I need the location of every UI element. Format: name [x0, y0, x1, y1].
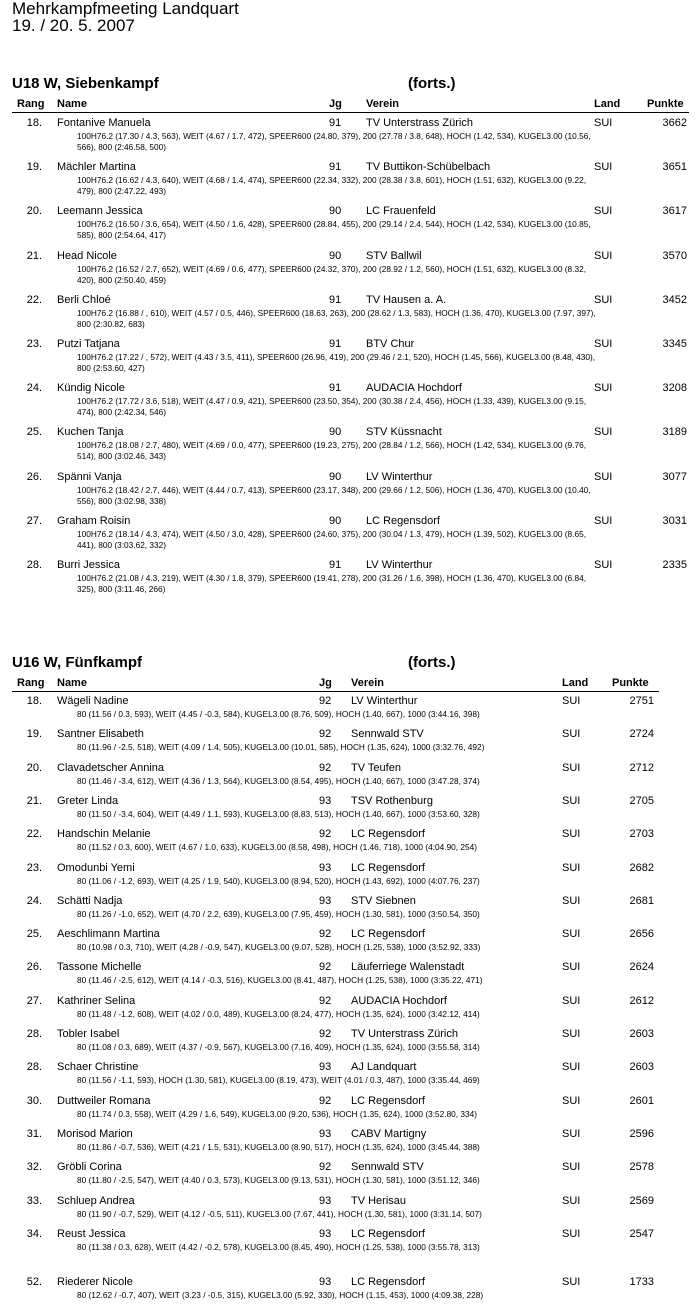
page-dates: 19. / 20. 5. 2007 — [12, 16, 135, 35]
entry-country: SUI — [562, 762, 581, 774]
entry-club: TV Unterstrass Zürich — [351, 1028, 458, 1040]
page-title: Mehrkampfmeeting Landquart — [12, 0, 239, 18]
entry-detail: 100H76.2 (17.22 / , 572), WEIT (4.43 / 3.5, 411), SPEER600 (26.96, 419), 200 (29.46 / 2.1, 520), HOCH (1.45, 566), KUGEL3.00 (8.48, 430), 800 (2:53.60, 427) — [77, 352, 596, 373]
entry-detail: 100H76.2 (16.52 / 2.7, 652), WEIT (4.69 / 0.6, 477), SPEER600 (24.32, 370), 200 (28.92 / 1.2, 560), HOCH (1.51, 632), KUGEL3.00 (8.32, 420), 800 (2:50.40, 459) — [77, 264, 587, 285]
entry-name: Wägeli Nadine — [57, 695, 129, 707]
entry-points: 2703 — [629, 828, 654, 840]
entry-year: 91 — [329, 294, 342, 306]
entry-rank: 22. — [26, 294, 42, 306]
entry-detail: 100H76.2 (18.14 / 4.3, 474), WEIT (4.50 / 3.0, 428), SPEER600 (24.60, 375), 200 (30.04 / 1.3, 479), HOCH (1.39, 502), KUGEL3.00 (8.65, 441), 800 (3:03.62, 332) — [77, 529, 587, 550]
entry-name: Kündig Nicole — [57, 382, 125, 394]
entry-year: 90 — [329, 250, 342, 262]
entry-club: Läuferriege Walenstadt — [351, 961, 465, 973]
entry-points: 2724 — [629, 728, 654, 740]
entry-rank: 27. — [26, 515, 42, 527]
entry-year: 93 — [319, 1195, 332, 1207]
entry-points: 3662 — [662, 117, 687, 129]
entry-detail: 80 (11.90 / -0.7, 529), WEIT (4.12 / -0.5, 511), KUGEL3.00 (7.67, 441), HOCH (1.30, 581), 1000 (3:31.14, 507) — [77, 1209, 482, 1219]
entry-year: 91 — [329, 338, 342, 350]
entry-country: SUI — [562, 1161, 581, 1173]
column-header-verein: Verein — [366, 98, 400, 110]
entry-club: Sennwald STV — [351, 728, 424, 740]
entry-country: SUI — [594, 205, 613, 217]
entry-country: SUI — [562, 1228, 581, 1240]
entry-rank: 24. — [26, 382, 42, 394]
entry-country: SUI — [594, 250, 613, 262]
entry-country: SUI — [562, 728, 581, 740]
entry-rank: 32. — [26, 1161, 42, 1173]
entry-name: Reust Jessica — [57, 1228, 126, 1240]
entry-year: 91 — [329, 117, 342, 129]
entry-country: SUI — [562, 928, 581, 940]
entry-points: 1733 — [629, 1276, 654, 1288]
entry-club: LC Regensdorf — [366, 515, 440, 527]
entry-points: 2612 — [629, 995, 654, 1007]
entry-club: LC Regensdorf — [351, 828, 425, 840]
entry-rank: 19. — [26, 161, 42, 173]
entry-year: 92 — [319, 1161, 332, 1173]
entry-detail: 100H76.2 (18.42 / 2.7, 446), WEIT (4.44 / 0.7, 413), SPEER600 (23.17, 348), 200 (29.66 / 1.2, 506), HOCH (1.36, 470), KUGEL3.00 (10.40, 556), 800 (3:02.98, 338) — [77, 485, 591, 506]
entry-year: 91 — [329, 161, 342, 173]
entry-name: Schluep Andrea — [57, 1195, 135, 1207]
entry-points: 2603 — [629, 1028, 654, 1040]
entry-country: SUI — [594, 382, 613, 394]
entry-club: LC Regensdorf — [351, 1095, 425, 1107]
entry-rank: 33. — [26, 1195, 42, 1207]
entry-country: SUI — [562, 995, 581, 1007]
entry-country: SUI — [562, 1028, 581, 1040]
entry-rank: 23. — [26, 338, 42, 350]
entry-country: SUI — [594, 471, 613, 483]
header-rule — [12, 112, 689, 113]
entry-year: 93 — [319, 1061, 332, 1073]
entry-club: STV Küssnacht — [366, 426, 442, 438]
section-title: U18 W, Siebenkampf — [12, 75, 159, 92]
entry-rank: 26. — [26, 961, 42, 973]
entry-detail: 80 (11.86 / -0.7, 536), WEIT (4.21 / 1.5, 531), KUGEL3.00 (8.90, 517), HOCH (1.35, 624), 1000 (3:45.44, 388) — [77, 1142, 480, 1152]
entry-country: SUI — [562, 1061, 581, 1073]
entry-year: 92 — [319, 828, 332, 840]
entry-detail: 100H76.2 (16.88 / , 610), WEIT (4.57 / 0.5, 446), SPEER600 (18.63, 263), 200 (28.62 / 1.3, 583), HOCH (1.36, 470), KUGEL3.00 (7.97, 397), 800 (2:30.82, 683) — [77, 308, 596, 329]
entry-name: Kuchen Tanja — [57, 426, 124, 438]
entry-rank: 22. — [26, 828, 42, 840]
entry-rank: 28. — [26, 559, 42, 571]
entry-rank: 30. — [26, 1095, 42, 1107]
entry-detail: 80 (11.52 / 0.3, 600), WEIT (4.67 / 1.0, 633), KUGEL3.00 (8.58, 498), HOCH (1.46, 718), 1000 (4:04.90, 254) — [77, 842, 478, 852]
entry-rank: 25. — [26, 426, 42, 438]
entry-name: Morisod Marion — [57, 1128, 133, 1140]
entry-detail: 100H76.2 (17.30 / 4.3, 563), WEIT (4.67 / 1.7, 472), SPEER600 (24.80, 379), 200 (27.78 / 3.8, 648), HOCH (1.42, 534), KUGEL3.00 (10.56, 566), 800 (2:46.58, 500) — [77, 131, 591, 152]
entry-name: Schätti Nadja — [57, 895, 123, 907]
entry-detail: 80 (11.50 / -3.4, 604), WEIT (4.49 / 1.1, 593), KUGEL3.00 (8.83, 513), HOCH (1.40, 667), 1000 (3:53.60, 328) — [77, 809, 480, 819]
entry-detail: 80 (11.56 / 0.3, 593), WEIT (4.45 / -0.3, 584), KUGEL3.00 (8.76, 509), HOCH (1.40, 667), 1000 (3:44.16, 398) — [77, 709, 480, 719]
entry-points: 3452 — [662, 294, 687, 306]
entry-points: 2681 — [629, 895, 654, 907]
entry-points: 2578 — [629, 1161, 654, 1173]
entry-detail: 80 (10.98 / 0.3, 710), WEIT (4.28 / -0.9, 547), KUGEL3.00 (9.07, 528), HOCH (1.25, 538), 1000 (3:52.92, 333) — [77, 942, 481, 952]
entry-detail: 80 (11.74 / 0.3, 558), WEIT (4.29 / 1.6, 549), KUGEL3.00 (9.20, 536), HOCH (1.35, 624), 1000 (3:52.80, 334) — [77, 1109, 478, 1119]
entry-rank: 19. — [26, 728, 42, 740]
entry-points: 3617 — [662, 205, 687, 217]
entry-name: Riederer Nicole — [57, 1276, 133, 1288]
entry-year: 92 — [319, 728, 332, 740]
entry-name: Fontanive Manuela — [57, 117, 151, 129]
entry-points: 3345 — [662, 338, 687, 350]
entry-rank: 18. — [26, 117, 42, 129]
entry-detail: 100H76.2 (21.08 / 4.3, 219), WEIT (4.30 / 1.8, 379), SPEER600 (19.41, 278), 200 (31.26 / 1.6, 398), HOCH (1.36, 470), KUGEL3.00 (6.84, 325), 800 (3:11.46, 266) — [77, 573, 587, 594]
column-header-name: Name — [57, 98, 87, 110]
entry-year: 92 — [319, 695, 332, 707]
entry-detail: 80 (11.96 / -2.5, 518), WEIT (4.09 / 1.4, 505), KUGEL3.00 (10.01, 585), HOCH (1.35, 624), 1000 (3:32.76, 492) — [77, 742, 485, 752]
entry-club: TV Unterstrass Zürich — [366, 117, 473, 129]
entry-rank: 20. — [26, 762, 42, 774]
column-header-land: Land — [594, 98, 621, 110]
entry-points: 2751 — [629, 695, 654, 707]
entry-name: Omodunbi Yemi — [57, 862, 135, 874]
entry-country: SUI — [594, 294, 613, 306]
entry-rank: 20. — [26, 205, 42, 217]
column-header-name: Name — [57, 677, 87, 689]
entry-points: 2547 — [629, 1228, 654, 1240]
column-header-verein: Verein — [351, 677, 385, 689]
entry-name: Kathriner Selina — [57, 995, 136, 1007]
entry-rank: 34. — [26, 1228, 42, 1240]
entry-points: 2624 — [629, 961, 654, 973]
entry-points: 3031 — [662, 515, 687, 527]
entry-country: SUI — [562, 795, 581, 807]
entry-club: CABV Martigny — [351, 1128, 427, 1140]
entry-year: 93 — [319, 1128, 332, 1140]
entry-detail: 100H76.2 (18.08 / 2.7, 480), WEIT (4.69 / 0.0, 477), SPEER600 (19.23, 275), 200 (28.84 / 1.2, 566), HOCH (1.42, 534), KUGEL3.00 (9.76, 514), 800 (3:02.46, 343) — [77, 440, 587, 461]
entry-name: Aeschlimann Martina — [57, 928, 160, 940]
entry-year: 91 — [329, 559, 342, 571]
column-header-land: Land — [562, 677, 589, 689]
entry-country: SUI — [594, 161, 613, 173]
entry-club: TV Herisau — [351, 1195, 407, 1207]
entry-points: 3651 — [662, 161, 687, 173]
section-forts-label: (forts.) — [408, 654, 456, 671]
entry-name: Graham Roisin — [57, 515, 131, 527]
entry-detail: 100H76.2 (16.50 / 3.6, 654), WEIT (4.50 / 1.6, 428), SPEER600 (28.84, 455), 200 (29.14 / 2.4, 544), HOCH (1.42, 534), KUGEL3.00 (10.85, 585), 800 (2:54.64, 417) — [77, 219, 591, 240]
entry-country: SUI — [594, 338, 613, 350]
entry-club: Sennwald STV — [351, 1161, 424, 1173]
entry-year: 92 — [319, 995, 332, 1007]
column-header-rang: Rang — [17, 98, 45, 110]
entry-country: SUI — [562, 1128, 581, 1140]
entry-rank: 28. — [26, 1061, 42, 1073]
entry-year: 91 — [329, 382, 342, 394]
entry-detail: 80 (11.26 / -1.0, 652), WEIT (4.70 / 2.2, 639), KUGEL3.00 (7.95, 459), HOCH (1.30, 581), 1000 (3:50.54, 350) — [77, 909, 480, 919]
entry-points: 2712 — [629, 762, 654, 774]
entry-year: 90 — [329, 205, 342, 217]
entry-name: Clavadetscher Annina — [57, 762, 165, 774]
column-header-punkte: Punkte — [612, 677, 649, 689]
entry-points: 3077 — [662, 471, 687, 483]
entry-name: Duttweiler Romana — [57, 1095, 151, 1107]
entry-name: Spänni Vanja — [57, 471, 122, 483]
entry-club: TV Buttikon-Schübelbach — [366, 161, 491, 173]
entry-club: STV Siebnen — [351, 895, 416, 907]
entry-detail: 80 (11.80 / -2.5, 547), WEIT (4.40 / 0.3, 573), KUGEL3.00 (9.13, 531), HOCH (1.30, 581), 1000 (3:51.12, 346) — [77, 1175, 480, 1185]
entry-year: 92 — [319, 961, 332, 973]
entry-year: 92 — [319, 928, 332, 940]
entry-club: LC Regensdorf — [351, 928, 425, 940]
entry-club: AUDACIA Hochdorf — [366, 382, 462, 394]
section-title: U16 W, Fünfkampf — [12, 654, 143, 671]
entry-country: SUI — [562, 895, 581, 907]
entry-country: SUI — [562, 1095, 581, 1107]
entry-year: 90 — [329, 471, 342, 483]
entry-country: SUI — [562, 695, 581, 707]
entry-detail: 100H76.2 (17.72 / 3.6, 518), WEIT (4.47 / 0.9, 421), SPEER600 (23.50, 354), 200 (30.38 / 2.4, 456), HOCH (1.33, 439), KUGEL3.00 (9.15, 474), 800 (2:42.34, 546) — [77, 396, 587, 417]
entry-detail: 80 (11.46 / -3.4, 612), WEIT (4.36 / 1.3, 564), KUGEL3.00 (8.54, 495), HOCH (1.40, 667), 1000 (3:47.28, 374) — [77, 776, 480, 786]
entry-name: Tassone Michelle — [57, 961, 142, 973]
entry-country: SUI — [562, 961, 581, 973]
entry-rank: 21. — [26, 795, 42, 807]
entry-rank: 24. — [26, 895, 42, 907]
entry-rank: 31. — [26, 1128, 42, 1140]
entry-country: SUI — [594, 426, 613, 438]
header-rule — [12, 691, 659, 692]
entry-points: 3208 — [662, 382, 687, 394]
entry-year: 93 — [319, 862, 332, 874]
entry-name: Leemann Jessica — [57, 205, 143, 217]
entry-name: Berli Chloé — [57, 294, 111, 306]
entry-name: Handschin Melanie — [57, 828, 151, 840]
entry-name: Burri Jessica — [57, 559, 120, 571]
entry-rank: 28. — [26, 1028, 42, 1040]
entry-country: SUI — [562, 1276, 581, 1288]
entry-points: 3189 — [662, 426, 687, 438]
entry-club: LV Winterthur — [366, 471, 433, 483]
entry-points: 2569 — [629, 1195, 654, 1207]
entry-rank: 18. — [26, 695, 42, 707]
entry-detail: 80 (11.46 / -2.5, 612), WEIT (4.14 / -0.3, 516), KUGEL3.00 (8.41, 487), HOCH (1.25, 538), 1000 (3:35.22, 471) — [77, 975, 483, 985]
entry-rank: 27. — [26, 995, 42, 1007]
entry-country: SUI — [594, 559, 613, 571]
entry-rank: 52. — [26, 1276, 42, 1288]
entry-rank: 23. — [26, 862, 42, 874]
column-header-punkte: Punkte — [647, 98, 684, 110]
entry-points: 2682 — [629, 862, 654, 874]
column-header-rang: Rang — [17, 677, 45, 689]
entry-detail: 80 (11.56 / -1.1, 593), HOCH (1.30, 581), KUGEL3.00 (8.19, 473), WEIT (4.01 / 0.3, 487), 1000 (3:35.44, 469) — [77, 1075, 480, 1085]
entry-country: SUI — [562, 862, 581, 874]
entry-points: 2656 — [629, 928, 654, 940]
column-header-jg: Jg — [319, 677, 332, 689]
entry-name: Mächler Martina — [57, 161, 136, 173]
entry-country: SUI — [562, 1195, 581, 1207]
entry-name: Schaer Christine — [57, 1061, 139, 1073]
entry-club: LC Regensdorf — [351, 862, 425, 874]
entry-detail: 80 (11.38 / 0.3, 628), WEIT (4.42 / -0.2, 578), KUGEL3.00 (8.45, 490), HOCH (1.25, 538), 1000 (3:55.78, 313) — [77, 1242, 480, 1252]
entry-club: LC Regensdorf — [351, 1276, 425, 1288]
entry-rank: 26. — [26, 471, 42, 483]
entry-club: AUDACIA Hochdorf — [351, 995, 447, 1007]
column-header-jg: Jg — [329, 98, 342, 110]
entry-club: TSV Rothenburg — [351, 795, 433, 807]
entry-points: 2335 — [662, 559, 687, 571]
entry-club: LV Winterthur — [351, 695, 418, 707]
entry-detail: 80 (11.48 / -1.2, 608), WEIT (4.02 / 0.0, 489), KUGEL3.00 (8.24, 477), HOCH (1.35, 624), 1000 (3:42.12, 414) — [77, 1009, 480, 1019]
entry-detail: 80 (11.06 / -1.2, 693), WEIT (4.25 / 1.9, 540), KUGEL3.00 (8.94, 520), HOCH (1.43, 692), 1000 (4:07.76, 237) — [77, 876, 480, 886]
entry-name: Gröbli Corina — [57, 1161, 122, 1173]
entry-year: 93 — [319, 1228, 332, 1240]
entry-rank: 21. — [26, 250, 42, 262]
entry-detail: 100H76.2 (16.62 / 4.3, 640), WEIT (4.68 / 1.4, 474), SPEER600 (22.34, 332), 200 (28.38 / 3.8, 601), HOCH (1.51, 632), KUGEL3.00 (9.22, 479), 800 (2:47.22, 493) — [77, 175, 587, 196]
entry-detail: 80 (11.08 / 0.3, 689), WEIT (4.37 / -0.9, 567), KUGEL3.00 (7.16, 409), HOCH (1.35, 624), 1000 (3:55.58, 314) — [77, 1042, 480, 1052]
entry-points: 2601 — [629, 1095, 654, 1107]
entry-rank: 25. — [26, 928, 42, 940]
entry-name: Santner Elisabeth — [57, 728, 144, 740]
entry-club: LC Frauenfeld — [366, 205, 436, 217]
entry-year: 93 — [319, 895, 332, 907]
entry-club: LC Regensdorf — [351, 1228, 425, 1240]
entry-country: SUI — [594, 117, 613, 129]
entry-detail: 80 (12.62 / -0.7, 407), WEIT (3.23 / -0.5, 315), KUGEL3.00 (5.92, 330), HOCH (1.15, 453), 1000 (4:09.38, 228) — [77, 1290, 484, 1300]
entry-club: LV Winterthur — [366, 559, 433, 571]
entry-year: 92 — [319, 1028, 332, 1040]
entry-name: Putzi Tatjana — [57, 338, 120, 350]
entry-year: 92 — [319, 762, 332, 774]
entry-club: STV Ballwil — [366, 250, 422, 262]
entry-year: 93 — [319, 1276, 332, 1288]
entry-year: 93 — [319, 795, 332, 807]
entry-points: 2705 — [629, 795, 654, 807]
entry-country: SUI — [562, 828, 581, 840]
entry-club: AJ Landquart — [351, 1061, 417, 1073]
entry-year: 92 — [319, 1095, 332, 1107]
entry-name: Greter Linda — [57, 795, 119, 807]
section-forts-label: (forts.) — [408, 75, 456, 92]
entry-club: BTV Chur — [366, 338, 415, 350]
entry-name: Tobler Isabel — [57, 1028, 120, 1040]
entry-year: 90 — [329, 426, 342, 438]
entry-points: 3570 — [662, 250, 687, 262]
entry-club: TV Teufen — [351, 762, 401, 774]
entry-points: 2603 — [629, 1061, 654, 1073]
entry-club: TV Hausen a. A. — [366, 294, 447, 306]
entry-country: SUI — [594, 515, 613, 527]
entry-name: Head Nicole — [57, 250, 117, 262]
entry-year: 90 — [329, 515, 342, 527]
entry-points: 2596 — [629, 1128, 654, 1140]
